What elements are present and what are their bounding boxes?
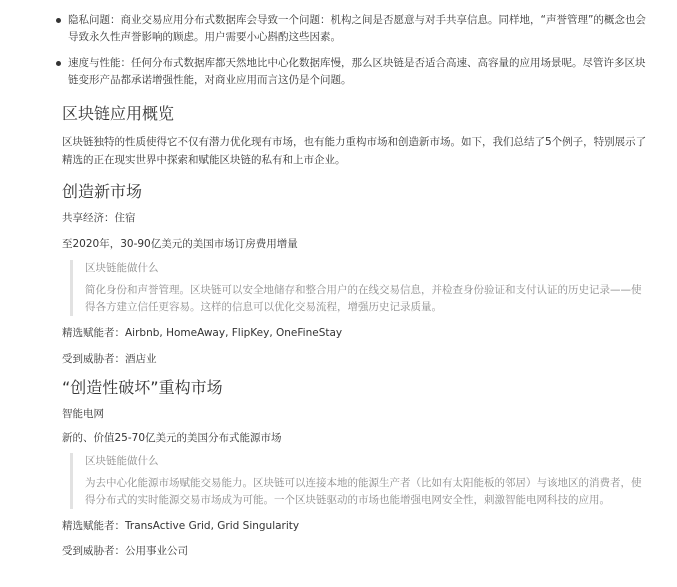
section1-subtitle: 共享经济：住宿 xyxy=(62,212,136,224)
section2-threatened xyxy=(62,543,647,559)
list-item xyxy=(68,12,647,46)
quote-body: 为去中心化能源市场赋能交易能力。区块链可以连接本地的能源生产者（比如有太阳能板的邻居）与该地区的消费者，使得分布式的实时能源交易市场成为可能。一个区块链驱动的市场也能增强电网安全性，刺激智能电网科技的应用。 xyxy=(85,477,642,506)
enablers-label: 精选赋能者： xyxy=(62,327,125,339)
bullet-text: 商业交易应用分布式数据库会导致一个问题：机构之间是否愿意与对手共享信息。同样地，“声誉管理”的概念也会导致永久性声誉影响的顾虑。用户需要小心斟酌这些因素。 xyxy=(68,14,646,43)
section2-enablers xyxy=(62,518,647,534)
section1-threatened xyxy=(62,351,647,367)
enablers-value: Airbnb, HomeAway, FlipKey, OneFineStay xyxy=(125,327,343,339)
section2-quote xyxy=(70,453,647,509)
quote-title: 区块链能做什么 xyxy=(85,455,159,467)
list-item xyxy=(68,55,647,89)
bullet-label: 速度与性能： xyxy=(68,57,131,69)
section2-heading: “创造性破坏”重构市场 xyxy=(62,378,223,397)
threatened-label: 受到威胁者： xyxy=(62,545,125,557)
overview-heading: 区块链应用概览 xyxy=(62,104,175,123)
bullet-label: 隐私问题： xyxy=(68,14,121,26)
section1-heading: 创造新市场 xyxy=(62,182,143,201)
section1-market: 至2020年，30-90亿美元的美国市场订房费用增量 xyxy=(62,238,298,250)
enablers-value: TransActive Grid, Grid Singularity xyxy=(125,520,300,532)
enablers-label: 精选赋能者： xyxy=(62,520,125,532)
quote-body: 简化身份和声誉管理。区块链可以安全地储存和整合用户的在线交易信息，并检查身份验证和支付认证的历史记录——使得各方建立信任更容易。这样的信息可以优化交易流程，增强历史记录质量。 xyxy=(85,284,642,313)
threatened-value: 公用事业公司 xyxy=(125,545,188,557)
section2-market: 新的、价值25-70亿美元的美国分布式能源市场 xyxy=(62,432,282,444)
section1-quote xyxy=(70,260,647,316)
overview-intro: 区块链独特的性质使得它不仅有潜力优化现有市场，也有能力重构市场和创造新市场。如下，我们总结了5个例子，特别展示了精选的正在现实世界中探索和赋能区块链的私有和上市企业。 xyxy=(62,136,647,166)
bullet-text: 任何分布式数据库都天然地比中心化数据库慢，那么区块链是否适合高速、高容量的应用场景呢。尽管许多区块链变形产品都承诺增强性能，对商业应用而言这仍是个问题。 xyxy=(68,57,646,86)
section1-enablers xyxy=(62,325,647,341)
quote-title: 区块链能做什么 xyxy=(85,262,159,274)
threatened-value: 酒店业 xyxy=(125,353,157,365)
threatened-label: 受到威胁者： xyxy=(62,353,125,365)
section2-subtitle: 智能电网 xyxy=(62,408,104,420)
bullet-list xyxy=(68,0,647,89)
